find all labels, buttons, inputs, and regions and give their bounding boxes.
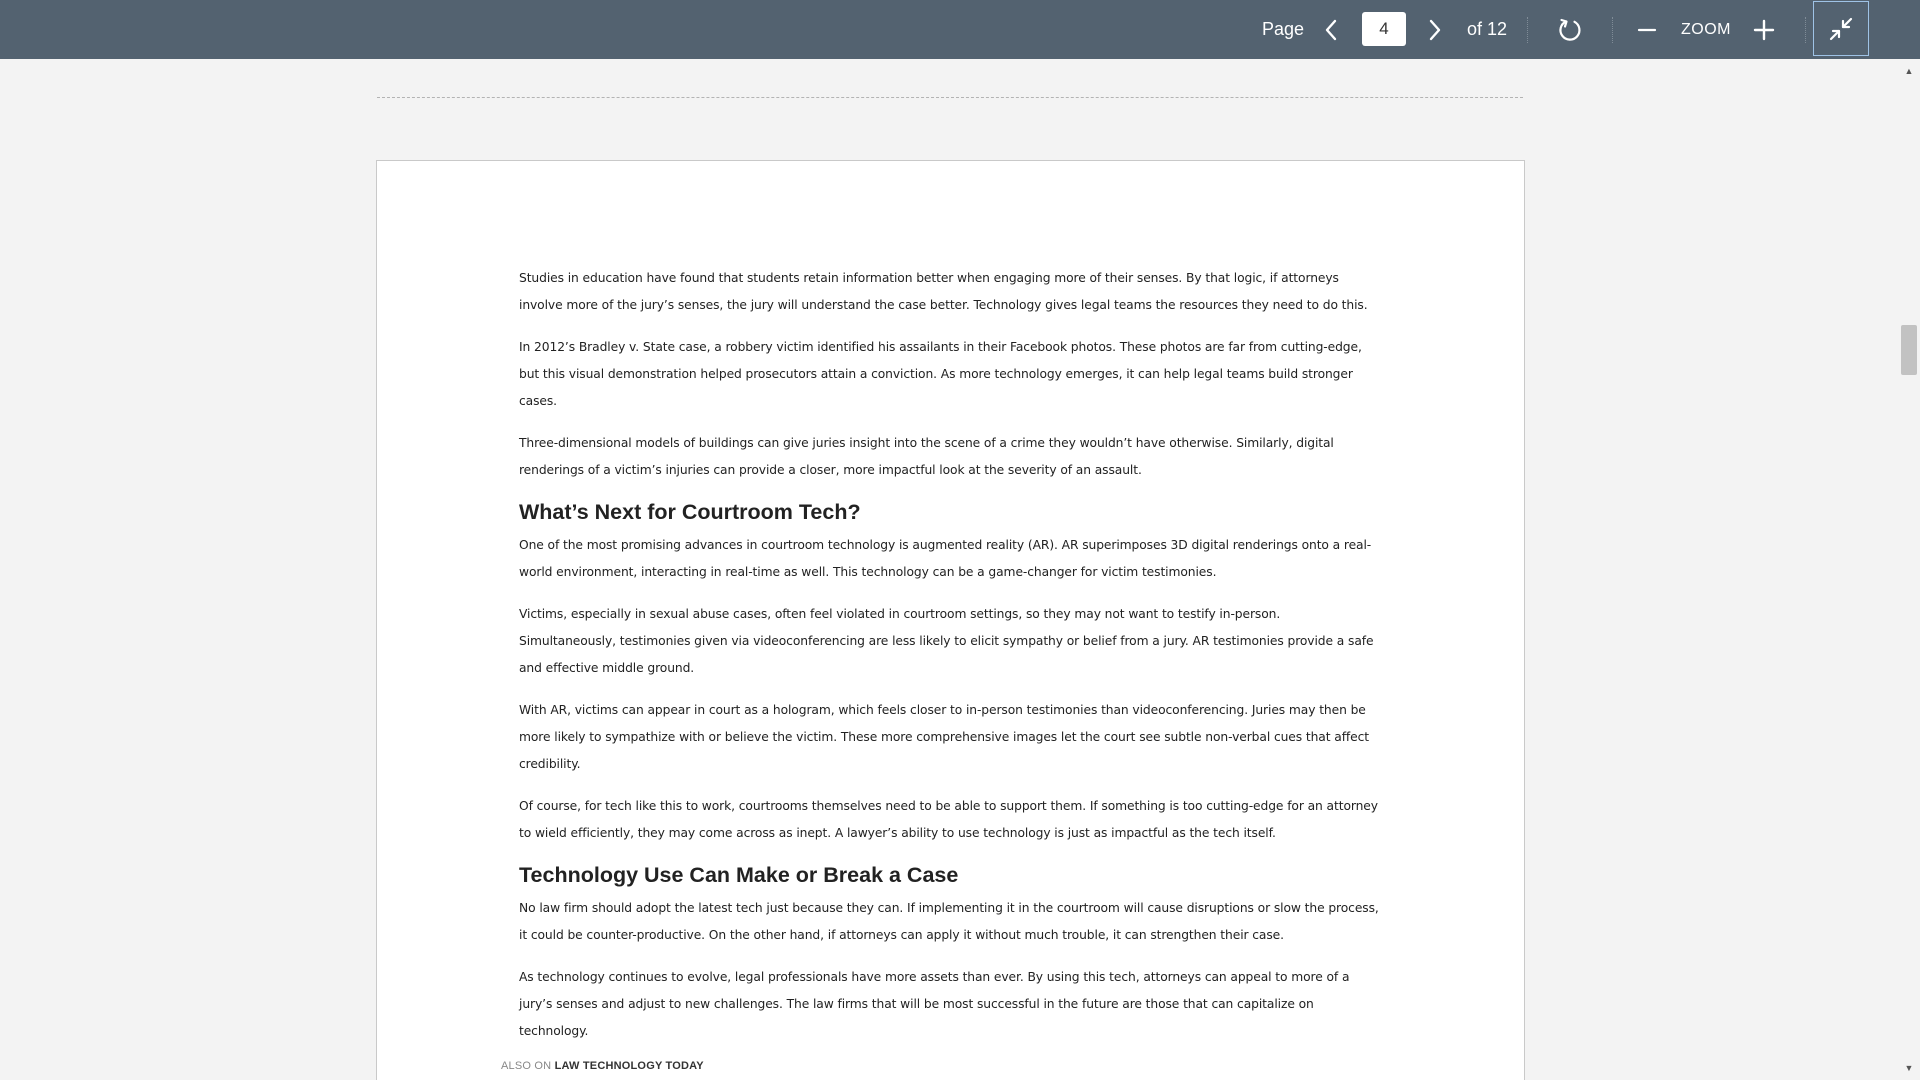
document-viewer[interactable]: [0, 59, 1920, 1080]
document-page: [376, 160, 1525, 1080]
chevron-left-icon: [1324, 19, 1338, 41]
triangle-up-icon: ▲: [1904, 66, 1914, 76]
paragraph: Studies in education have found that students retain information better when engaging more of their senses. By that logic, if attorneys involve more of the jury’s senses, the jury will understand the case better. Technology gives legal teams the resources they need to do this.: [519, 271, 1368, 312]
minus-icon: [1637, 20, 1657, 40]
scroll-down-button[interactable]: [1898, 1060, 1920, 1076]
zoom-out-button[interactable]: [1632, 0, 1662, 59]
section-heading: Technology Use Can Make or Break a Case: [519, 863, 959, 887]
page-label: Page: [1261, 19, 1305, 39]
plus-icon: [1753, 19, 1775, 41]
rotate-icon: [1557, 17, 1583, 43]
chevron-right-icon: [1428, 19, 1442, 41]
paragraph: As technology continues to evolve, legal professionals have more assets than ever. By using this tech, attorneys can appeal to more of a jury’s senses and adjust to new challenges. The law firms that will be most successful in the future are those that can capitalize on technology.: [519, 970, 1350, 1038]
toolbar-separator: [1612, 17, 1613, 43]
paragraph: No law firm should adopt the latest tech just because they can. If implementing it in the courtroom will cause disruptions or slow the process, it could be counter-productive. On the other hand, if attorneys can apply it without much trouble, it can strengthen their case.: [519, 901, 1379, 942]
page-content: [519, 265, 1379, 1060]
page-count-label: of 12: [1466, 19, 1508, 39]
toolbar-separator: [1527, 17, 1528, 43]
viewer-toolbar: [0, 0, 1920, 59]
toolbar-separator: [1805, 17, 1806, 43]
section-heading: What’s Next for Courtroom Tech?: [519, 500, 861, 524]
paragraph: In 2012’s Bradley v. State case, a robbery victim identified his assailants in their Facebook photos. These photos are far from cutting-edge, but this visual demonstration helped prosecutors attain a conviction. As more technology emerges, it can help legal teams build stronger cases.: [519, 340, 1362, 408]
triangle-down-icon: ▼: [1904, 1063, 1914, 1073]
exit-fullscreen-icon: [1828, 16, 1854, 42]
previous-page-button[interactable]: [1315, 0, 1347, 59]
next-page-button[interactable]: [1419, 0, 1451, 59]
exit-fullscreen-button[interactable]: [1813, 1, 1869, 56]
scrollbar-thumb[interactable]: [1901, 325, 1917, 375]
paragraph: With AR, victims can appear in court as a hologram, which feels closer to in-person testimonies than videoconferencing. Juries may then be more likely to sympathize with or believe the victim. These more comprehensive images let the court see subtle non-verbal cues that affect credibility.: [519, 703, 1369, 771]
paragraph: Of course, for tech like this to work, courtrooms themselves need to be able to support them. If something is too cutting-edge for an attorney to wield efficiently, they may come across as inept. A lawyer’s ability to use technology is just as impactful as the tech itself.: [519, 799, 1378, 840]
also-on-source: LAW TECHNOLOGY TODAY: [554, 1060, 704, 1072]
scroll-up-button[interactable]: [1898, 63, 1920, 79]
zoom-in-button[interactable]: [1748, 0, 1780, 59]
paragraph: Three-dimensional models of buildings can give juries insight into the scene of a crime they wouldn’t have otherwise. Similarly, digital renderings of a victim’s injuries can provide a closer, more impactful look at the severity of an assault.: [519, 436, 1334, 477]
also-on-label: [501, 1060, 704, 1072]
zoom-label: ZOOM: [1681, 20, 1731, 38]
page-number-input[interactable]: [1362, 12, 1406, 46]
paragraph: One of the most promising advances in courtroom technology is augmented reality (AR). AR superimposes 3D digital renderings onto a real-world environment, interacting in real-time as well. This technology can be a game-changer for victim testimonies.: [519, 538, 1372, 579]
previous-page-edge: [377, 97, 1523, 98]
vertical-scrollbar[interactable]: [1898, 59, 1920, 1080]
rotate-button[interactable]: [1553, 0, 1587, 59]
also-on-prefix: ALSO ON: [501, 1060, 552, 1072]
paragraph: Victims, especially in sexual abuse cases, often feel violated in courtroom settings, so they may not want to testify in-person. Simultaneously, testimonies given via videoconferencing are less likely to elicit sympathy or belief from a jury. AR testimonies provide a safe and effective middle ground.: [519, 607, 1374, 675]
